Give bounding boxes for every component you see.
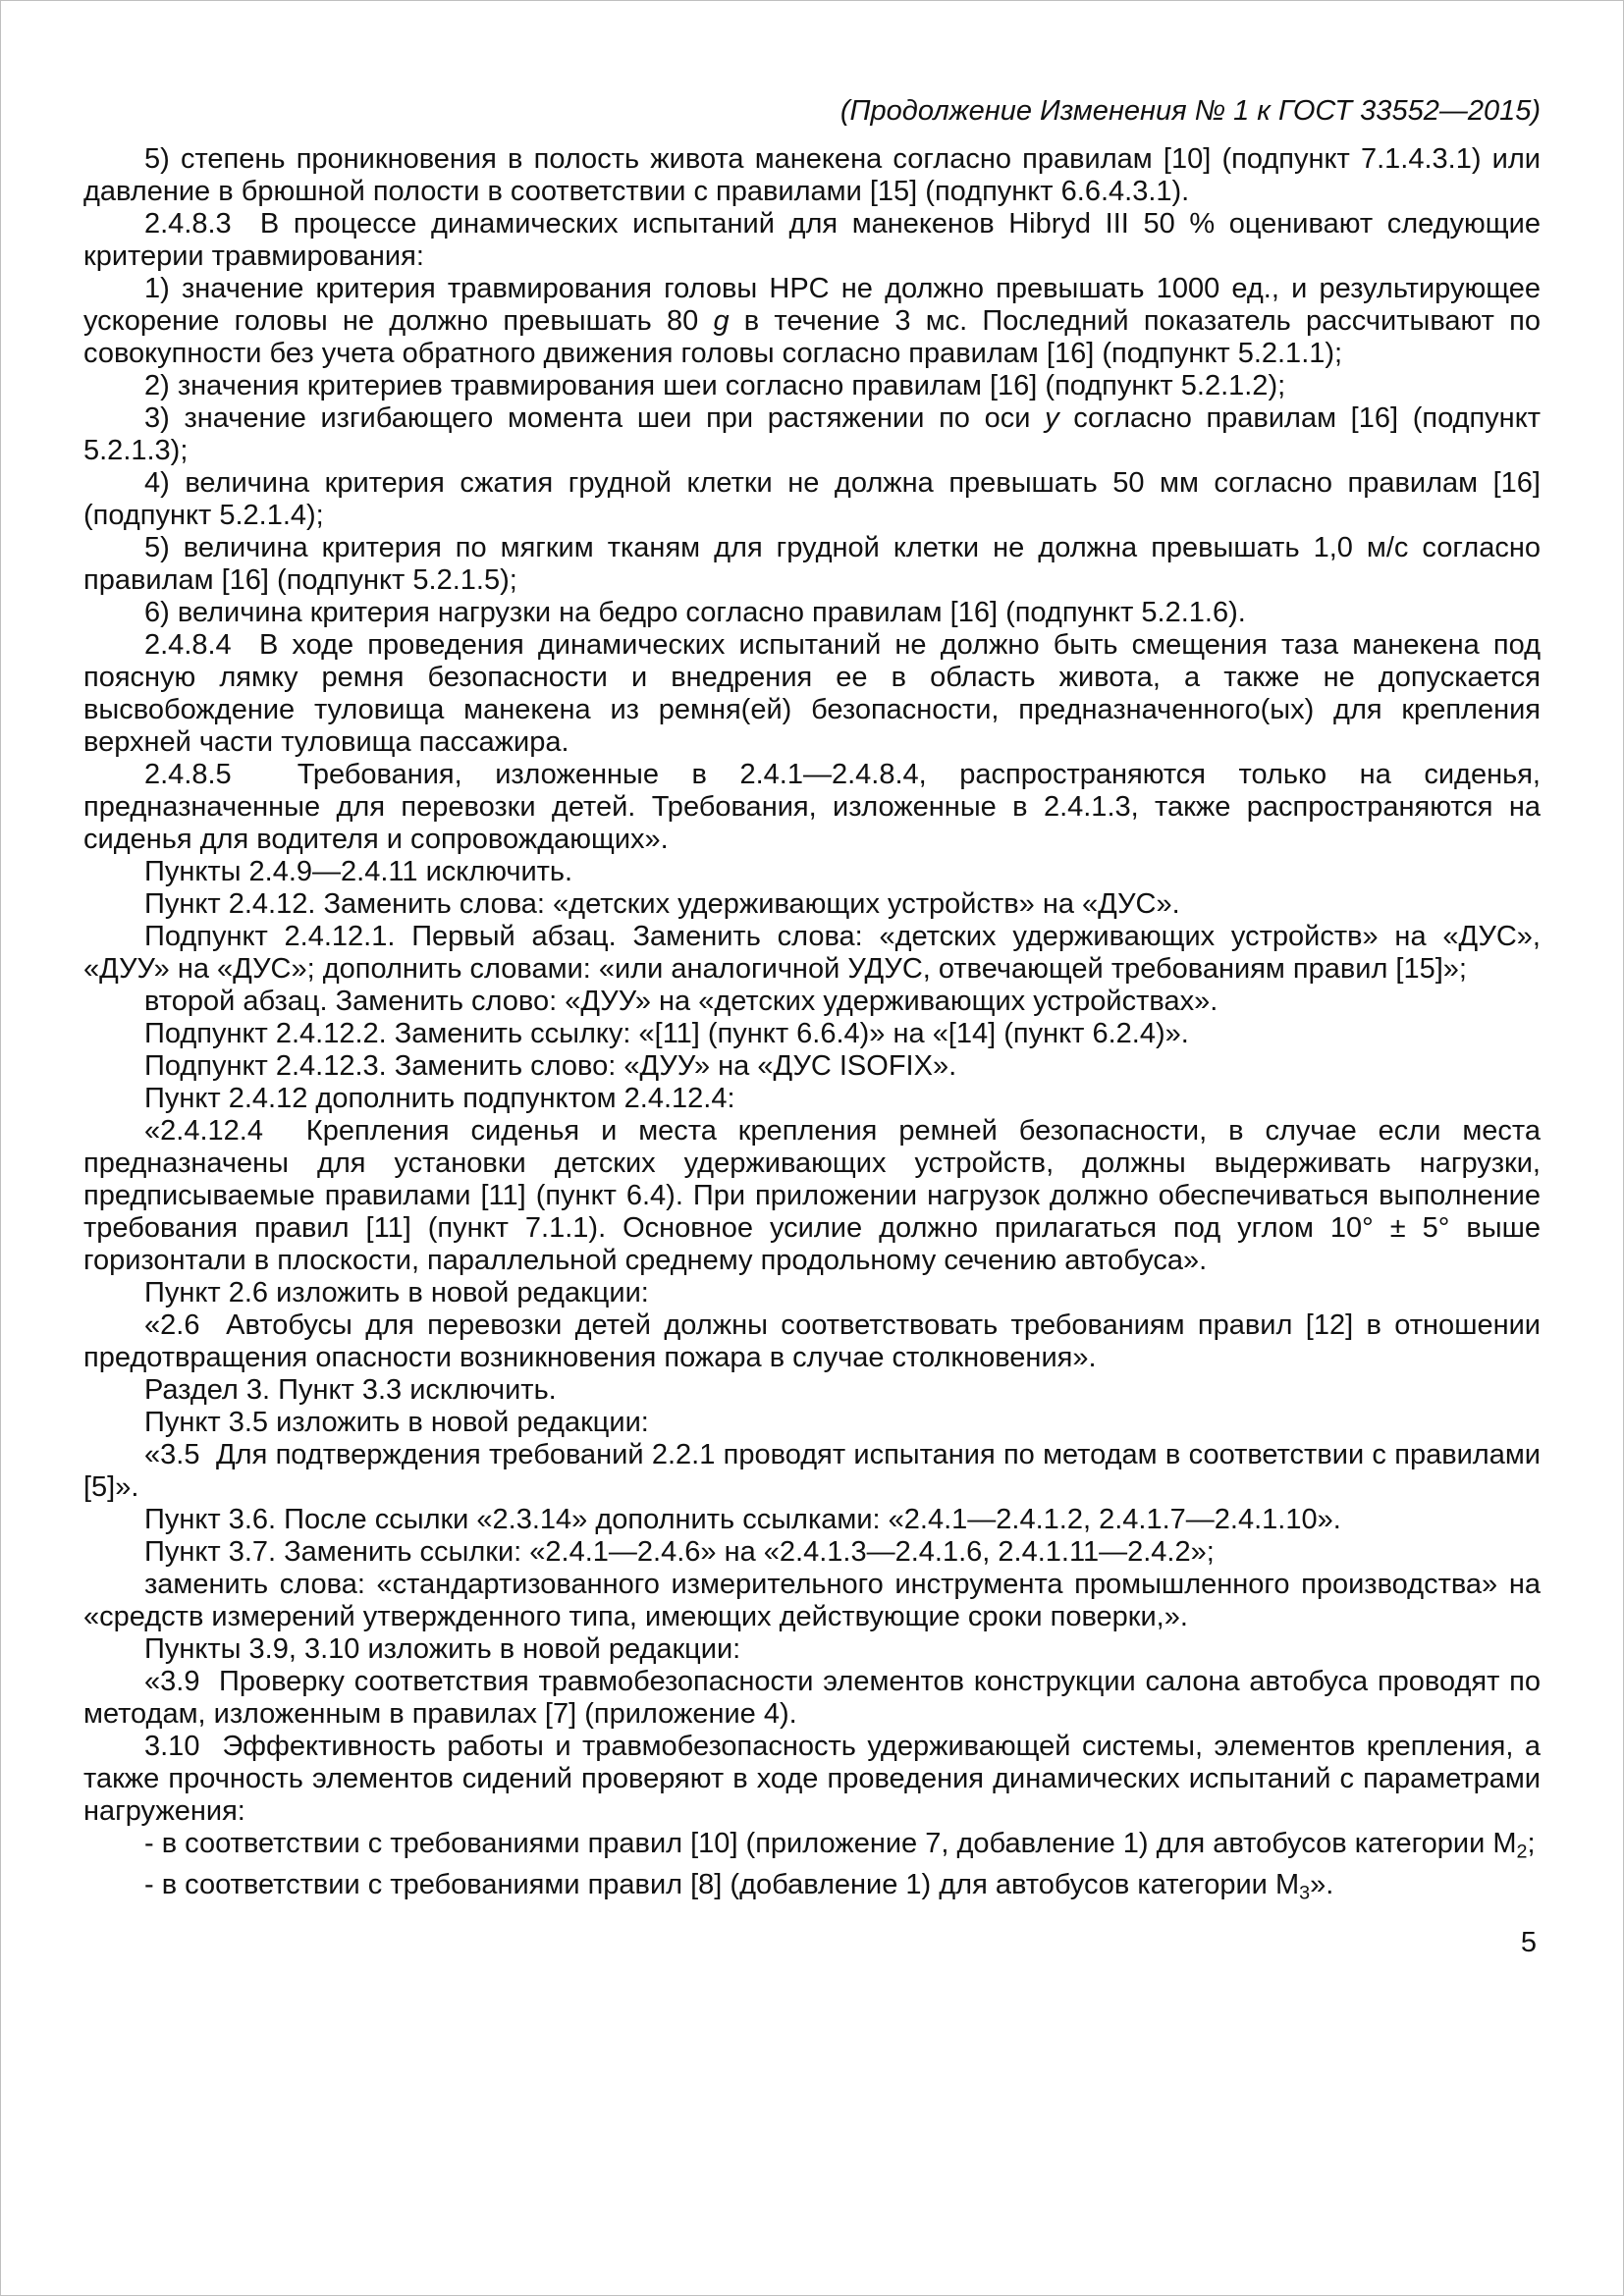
paragraph: 2.4.8.5 Требования, изложенные в 2.4.1—2.4.8.4, распространяются только на сиденья, предназначенные для перевозки детей. Требования, изложенные в 2.4.1.3, также распространяются на сиденья для водителя и сопровождающих».	[83, 759, 1541, 855]
paragraph: Пункт 2.4.12 дополнить подпунктом 2.4.12.4:	[144, 1083, 735, 1114]
paragraph: Пункты 2.4.9—2.4.11 исключить.	[144, 856, 573, 887]
subscript-index: 3	[1299, 1882, 1311, 1904]
paragraph: Раздел 3. Пункт 3.3 исключить.	[144, 1374, 557, 1406]
page-number: 5	[1520, 1927, 1537, 1959]
paragraph: Пункты 3.9, 3.10 изложить в новой редакции:	[144, 1633, 741, 1665]
paragraph: 4) величина критерия сжатия грудной клетки не должна превышать 50 мм согласно правилам [16] (подпункт 5.2.1.4);	[83, 467, 1541, 531]
paragraph: - в соответствии с требованиями правил [8] (добавление 1) для автобусов категории $М_3$».	[144, 1868, 1334, 1904]
document-body	[83, 143, 1541, 1909]
paragraph: Пункт 2.4.12. Заменить слова: «детских удерживающих устройств» на «ДУС».	[144, 888, 1180, 920]
paragraph: 2) значения критериев травмирования шеи согласно правилам [16] (подпункт 5.2.1.2);	[144, 370, 1286, 401]
italic-symbol: y	[1045, 402, 1059, 434]
paragraph: Подпункт 2.4.12.2. Заменить ссылку: «[11] (пункт 6.6.4)» на «[14] (пункт 6.2.4)».	[144, 1018, 1189, 1049]
subscript-index: 2	[1516, 1841, 1528, 1863]
paragraph: второй абзац. Заменить слово: «ДУУ» на «детских удерживающих устройствах».	[144, 986, 1218, 1017]
paragraph: Пункт 3.6. После ссылки «2.3.14» дополнить ссылками: «2.4.1—2.4.1.2, 2.4.1.7—2.4.1.10».	[144, 1504, 1341, 1535]
paragraph: 2.4.8.3 В процессе динамических испытаний для манекенов Hibryd III 50 % оценивают следующие критерии травмирования:	[83, 208, 1541, 272]
italic-symbol: g	[713, 305, 730, 337]
paragraph: «3.9 Проверку соответствия травмобезопасности элементов конструкции салона автобуса проводят по методам, изложенным в правилах [7] (приложение 4).	[83, 1666, 1541, 1730]
paragraph: 5) степень проникновения в полость живота манекена согласно правилам [10] (подпункт 7.1.4.3.1) или давление в брюшной полости в соответствии с правилами [15] (подпункт 6.6.4.3.1).	[83, 143, 1541, 207]
paragraph: 1) значение критерия травмирования головы HPC не должно превышать 1000 ед., и результирующее ускорение головы не должно превышать 80 g в течение 3 мс. Последний показатель рассчитывают по совокупности без учета обратного движения головы согласно правилам [16] (подпункт 5.2.1.1);	[83, 273, 1541, 369]
paragraph: 2.4.8.4 В ходе проведения динамических испытаний не должно быть смещения таза манекена под поясную лямку ремня безопасности и внедрения ее в область живота, а также не допускается высвобождение туловища манекена из ремня(ей) безопасности, предназначенного(ых) для крепления верхней части туловища пассажира.	[83, 629, 1541, 758]
running-title: (Продолжение Изменения № 1 к ГОСТ 33552—2015)	[839, 95, 1541, 127]
paragraph: 5) величина критерия по мягким тканям для грудной клетки не должна превышать 1,0 м/с согласно правилам [16] (подпункт 5.2.1.5);	[83, 532, 1541, 596]
paragraph: 6) величина критерия нагрузки на бедро согласно правилам [16] (подпункт 5.2.1.6).	[144, 597, 1246, 628]
paragraph: «2.4.12.4 Крепления сиденья и места крепления ремней безопасности, в случае если места предназначены для установки детских удерживающих устройств, должны выдерживать нагрузки, предписываемые правилами [11] (пункт 6.4). При приложении нагрузок должно обеспечиваться выполнение требования правил [11] (пункт 7.1.1). Основное усилие должно прилагаться под углом 10° ± 5° выше горизонтали в плоскости, параллельной среднему продольному сечению автобуса».	[83, 1115, 1541, 1276]
paragraph: - в соответствии с требованиями правил [10] (приложение 7, добавление 1) для автобусов категории $М_2$;	[144, 1828, 1536, 1863]
paragraph: 3.10 Эффективность работы и травмобезопасность удерживающей системы, элементов крепления, а также прочность элементов сидений проверяют в ходе проведения динамических испытаний с параметрами нагружения:	[83, 1731, 1541, 1827]
paragraph: Пункт 3.5 изложить в новой редакции:	[144, 1407, 649, 1438]
paragraph: Подпункт 2.4.12.3. Заменить слово: «ДУУ» на «ДУС ISOFIX».	[144, 1050, 957, 1082]
paragraph: Пункт 3.7. Заменить ссылки: «2.4.1—2.4.6» на «2.4.1.3—2.4.1.6, 2.4.1.11—2.4.2»;	[144, 1536, 1215, 1568]
paragraph: «3.5 Для подтверждения требований 2.2.1 проводят испытания по методам в соответствии с правилами [5]».	[83, 1439, 1541, 1503]
paragraph: «2.6 Автобусы для перевозки детей должны соответствовать требованиям правил [12] в отношении предотвращения опасности возникновения пожара в случае столкновения».	[83, 1309, 1541, 1373]
paragraph: 3) значение изгибающего момента шеи при растяжении по оси y согласно правилам [16] (подпункт 5.2.1.3);	[83, 402, 1541, 466]
paragraph: Пункт 2.6 изложить в новой редакции:	[144, 1277, 649, 1308]
paragraph: заменить слова: «стандартизованного измерительного инструмента промышленного производства» на «средств измерений утвержденного типа, имеющих действующие сроки поверки,».	[83, 1569, 1541, 1632]
paragraph: Подпункт 2.4.12.1. Первый абзац. Заменить слова: «детских удерживающих устройств» на «ДУС», «ДУУ» на «ДУС»; дополнить словами: «или аналогичной УДУС, отвечающей требованиям правил [15]»;	[83, 921, 1541, 985]
